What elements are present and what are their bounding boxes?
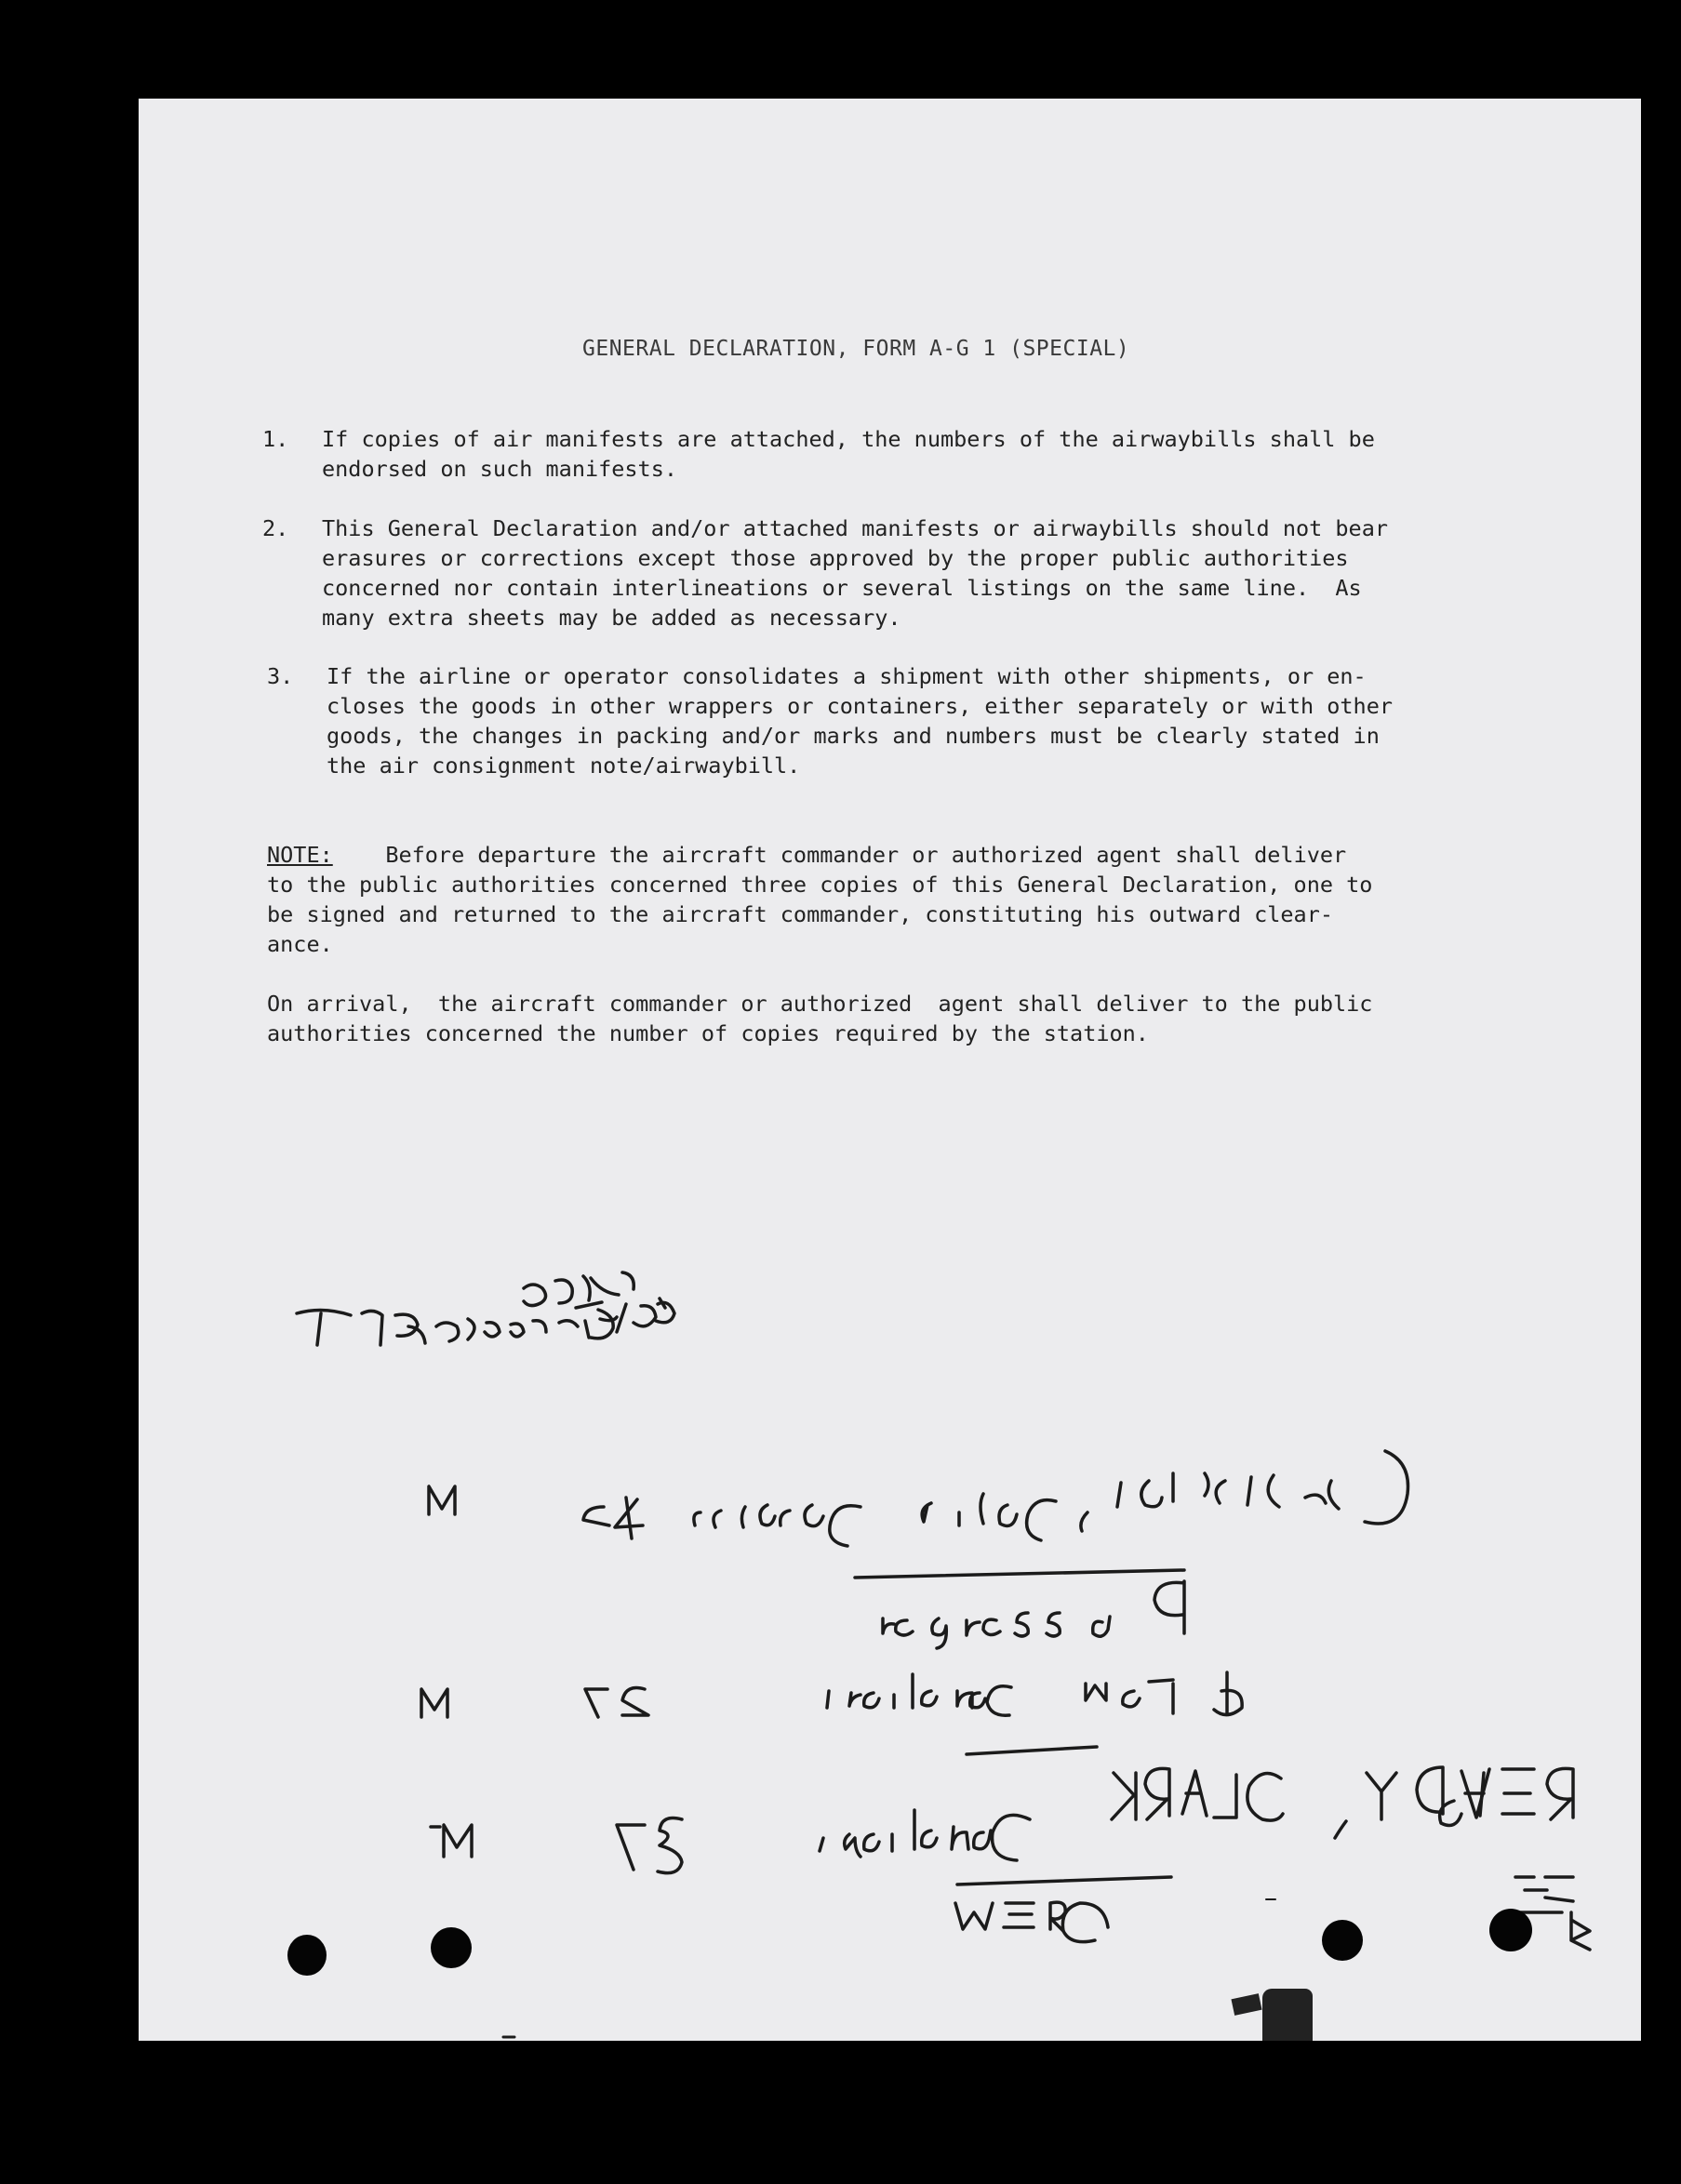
item-line: goods, the changes in packing and/or marks and numbers must be clearly stated in: [327, 723, 1380, 749]
punch-hole: [1489, 1909, 1532, 1951]
handwritten-passenger-entry: [429, 1451, 1408, 1546]
item-number: 1.: [262, 426, 289, 452]
item-line: endorsed on such manifests.: [322, 456, 678, 482]
document-title: GENERAL DECLARATION, FORM A-G 1 (SPECIAL): [582, 337, 1130, 361]
item-line: This General Declaration and/or attached manifests or airwaybills should not bear: [322, 515, 1389, 541]
note-first-line-text: Before departure the aircraft commander or authorized agent shall deliver: [332, 842, 1347, 868]
note-label: NOTE:: [267, 842, 333, 868]
note-line: be signed and returned to the aircraft commander, constituting his outward clear-: [267, 901, 1334, 927]
arrival-line: On arrival, the aircraft commander or authorized agent shall deliver to the public: [267, 991, 1373, 1017]
handwritten-crew-entry-1: [431, 1747, 1573, 1873]
torn-edge: [1262, 1989, 1313, 2041]
handwritten-crew-heading: [955, 1877, 1171, 1942]
item-line: If copies of air manifests are attached, the numbers of the airwaybills shall be: [322, 426, 1375, 452]
item-line: many extra sheets may be added as necessary.: [322, 605, 901, 631]
item-line: the air consignment note/airwaybill.: [327, 752, 801, 779]
item-line: erasures or corrections except those approved by the proper public authorities: [322, 545, 1349, 571]
document-page: [139, 99, 1641, 2041]
punch-hole: [1322, 1920, 1363, 1961]
arrival-line: authorities concerned the number of copies required by the station.: [267, 1020, 1149, 1046]
item-line: closes the goods in other wrappers or containers, either separately or with other: [327, 693, 1394, 719]
handwritten-crew-entry-2: [421, 1672, 1590, 1950]
item-line: If the airline or operator consolidates a shipment with other shipments, or en-: [327, 663, 1367, 689]
handwritten-duration: [524, 1272, 634, 1308]
note-line: to the public authorities concerned three copies of this General Declaration, one to: [267, 872, 1373, 898]
item-number: 3.: [267, 663, 294, 689]
item-number: 2.: [262, 515, 289, 541]
handwritten-annotations: [139, 99, 1641, 2041]
handwritten-passenger-heading: [855, 1570, 1184, 1648]
item-line: concerned nor contain interlineations or several listings on the same line. As: [322, 575, 1362, 601]
punch-hole: [431, 1927, 472, 1968]
handwritten-purpose: [297, 1298, 674, 1345]
punch-hole: [287, 1935, 327, 1976]
note-line: ance.: [267, 931, 333, 957]
